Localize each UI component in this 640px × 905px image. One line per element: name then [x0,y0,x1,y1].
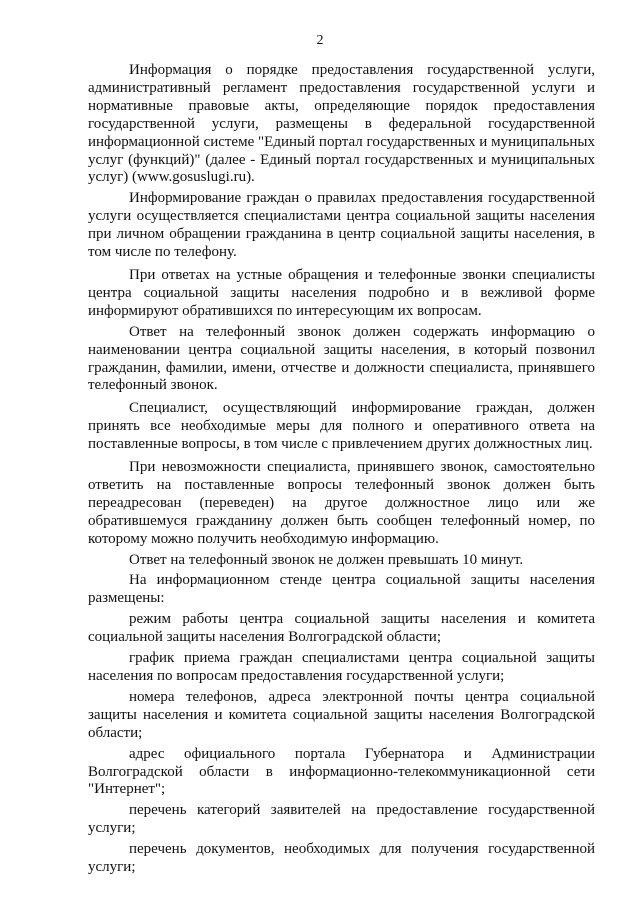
paragraph-information-placement: Информация о порядке предоставления государственной услуги, административный регламент предоставления государственной услуги и нормативные правовые акты, определяющие порядок предоставления государственной услуги, размещены в федеральной государственной информационной системе "Единый портал государственных и муниципальных услуг (функций)" (далее - Единый портал государственных и муниципальных услуг) (www.gosuslugi.ru). [88,62,595,186]
list-item-reception-schedule: график приема граждан специалистами центра социальной защиты населения по вопросам предоставления государственной услуги; [88,650,595,684]
paragraph-oral-requests: При ответах на устные обращения и телефонные звонки специалисты центра социальной защиты населения подробно и в вежливой форме информируют обратившихся по интересующим их вопросам. [88,266,595,319]
paragraph-phone-answer-content: Ответ на телефонный звонок должен содержать информацию о наименовании центра социальной защиты населения, в который позвонил гражданин, фамилии, имени, отчестве и должности специалиста, принявшего телефонный звонок. [88,323,595,394]
list-item-required-documents: перечень документов, необходимых для получения государственной услуги; [88,841,595,876]
paragraph-specialist-measures: Специалист, осуществляющий информирование граждан, должен принять все необходимые меры для полного и оперативного ответа на поставленные вопросы, в том числе с привлечением других должностных лиц. [88,400,595,453]
paragraph-call-duration: Ответ на телефонный звонок не должен превышать 10 минут. [129,551,524,568]
list-item-phone-numbers: номера телефонов, адреса электронной почты центра социальной защиты населения и комитета социальной защиты населения Волгоградской области; [88,688,595,741]
list-item-portal-address: адрес официального портала Губернатора и Администрации Волгоградской области в информационно-телекоммуникационной сети "Интернет"; [88,745,595,798]
paragraph-info-stand: На информационном стенде центра социальной защиты населения размещены: [88,572,595,607]
list-item-applicant-categories: перечень категорий заявителей на предоставление государственной услуги; [88,802,595,837]
document-body [88,62,595,877]
paragraph-informing-citizens: Информирование граждан о правилах предоставления государственной услуги осуществляется специалистами центра социальной защиты населения при личном обращении гражданина в центр социальной защиты населения, в том числе по телефону. [88,190,595,261]
paragraph-call-redirection: При невозможности специалиста, принявшего звонок, самостоятельно ответить на поставленные вопросы телефонный звонок должен быть переадресован (переведен) на другое должностное лицо или же обратившемуся гражданину должен быть сообщен телефонный номер, по которому можно получить необходимую информацию. [88,459,595,547]
page-number: 2 [316,33,324,48]
list-item-work-schedule: режим работы центра социальной защиты населения и комитета социальной защиты населения Волгоградской области; [88,611,595,646]
